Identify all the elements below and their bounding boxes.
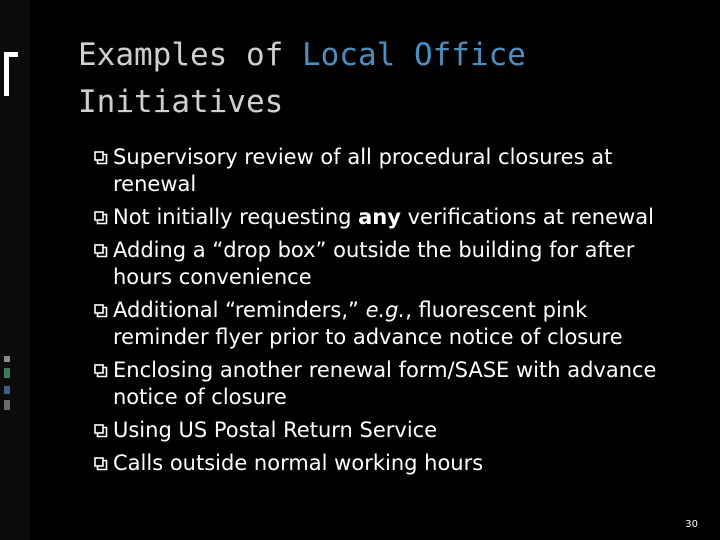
bullet-item [96,450,686,477]
rail-dash-icon [4,356,18,412]
bullet-text: Additional “reminders,” [113,298,366,322]
checkbox-bullet-icon [94,457,108,471]
bullet-text: Enclosing another renewal form/SASE with advance notice of closure [113,358,657,409]
bullet-text: Calls outside normal working hours [113,451,484,475]
bullet-item [96,204,686,231]
bullet-text: Supervisory review of all procedural closures at renewal [113,145,613,196]
checkbox-bullet-icon [94,244,108,258]
title-text-part1: Examples of [78,37,302,73]
checkbox-bullet-icon [94,424,108,438]
slide-title [78,32,698,126]
bullet-list [96,144,686,483]
checkbox-bullet-icon [94,304,108,318]
bullet-item [96,297,686,351]
page-number: 30 [685,519,698,530]
bullet-text: Not initially requesting [113,205,359,229]
bullet-text: Using US Postal Return Service [113,418,438,442]
rail-bracket-icon [4,52,18,96]
checkbox-bullet-icon [94,151,108,165]
checkbox-bullet-icon [94,211,108,225]
left-decorative-rail [0,0,30,540]
bullet-text-tail: verifications at renewal [400,205,654,229]
bullet-item [96,144,686,198]
bullet-text-tail: , fluorescent pink reminder flyer prior to advance notice of closure [113,298,623,349]
bullet-item [96,357,686,411]
title-text-part2: Initiatives [78,84,284,120]
title-accent-text: Local Office [301,37,526,73]
bullet-emphasis-text: any [358,205,401,229]
bullet-text: Adding a “drop box” outside the building for after hours convenience [113,238,635,289]
bullet-item [96,417,686,444]
checkbox-bullet-icon [94,364,108,378]
bullet-item [96,237,686,291]
bullet-italic-text: e.g. [365,298,406,322]
